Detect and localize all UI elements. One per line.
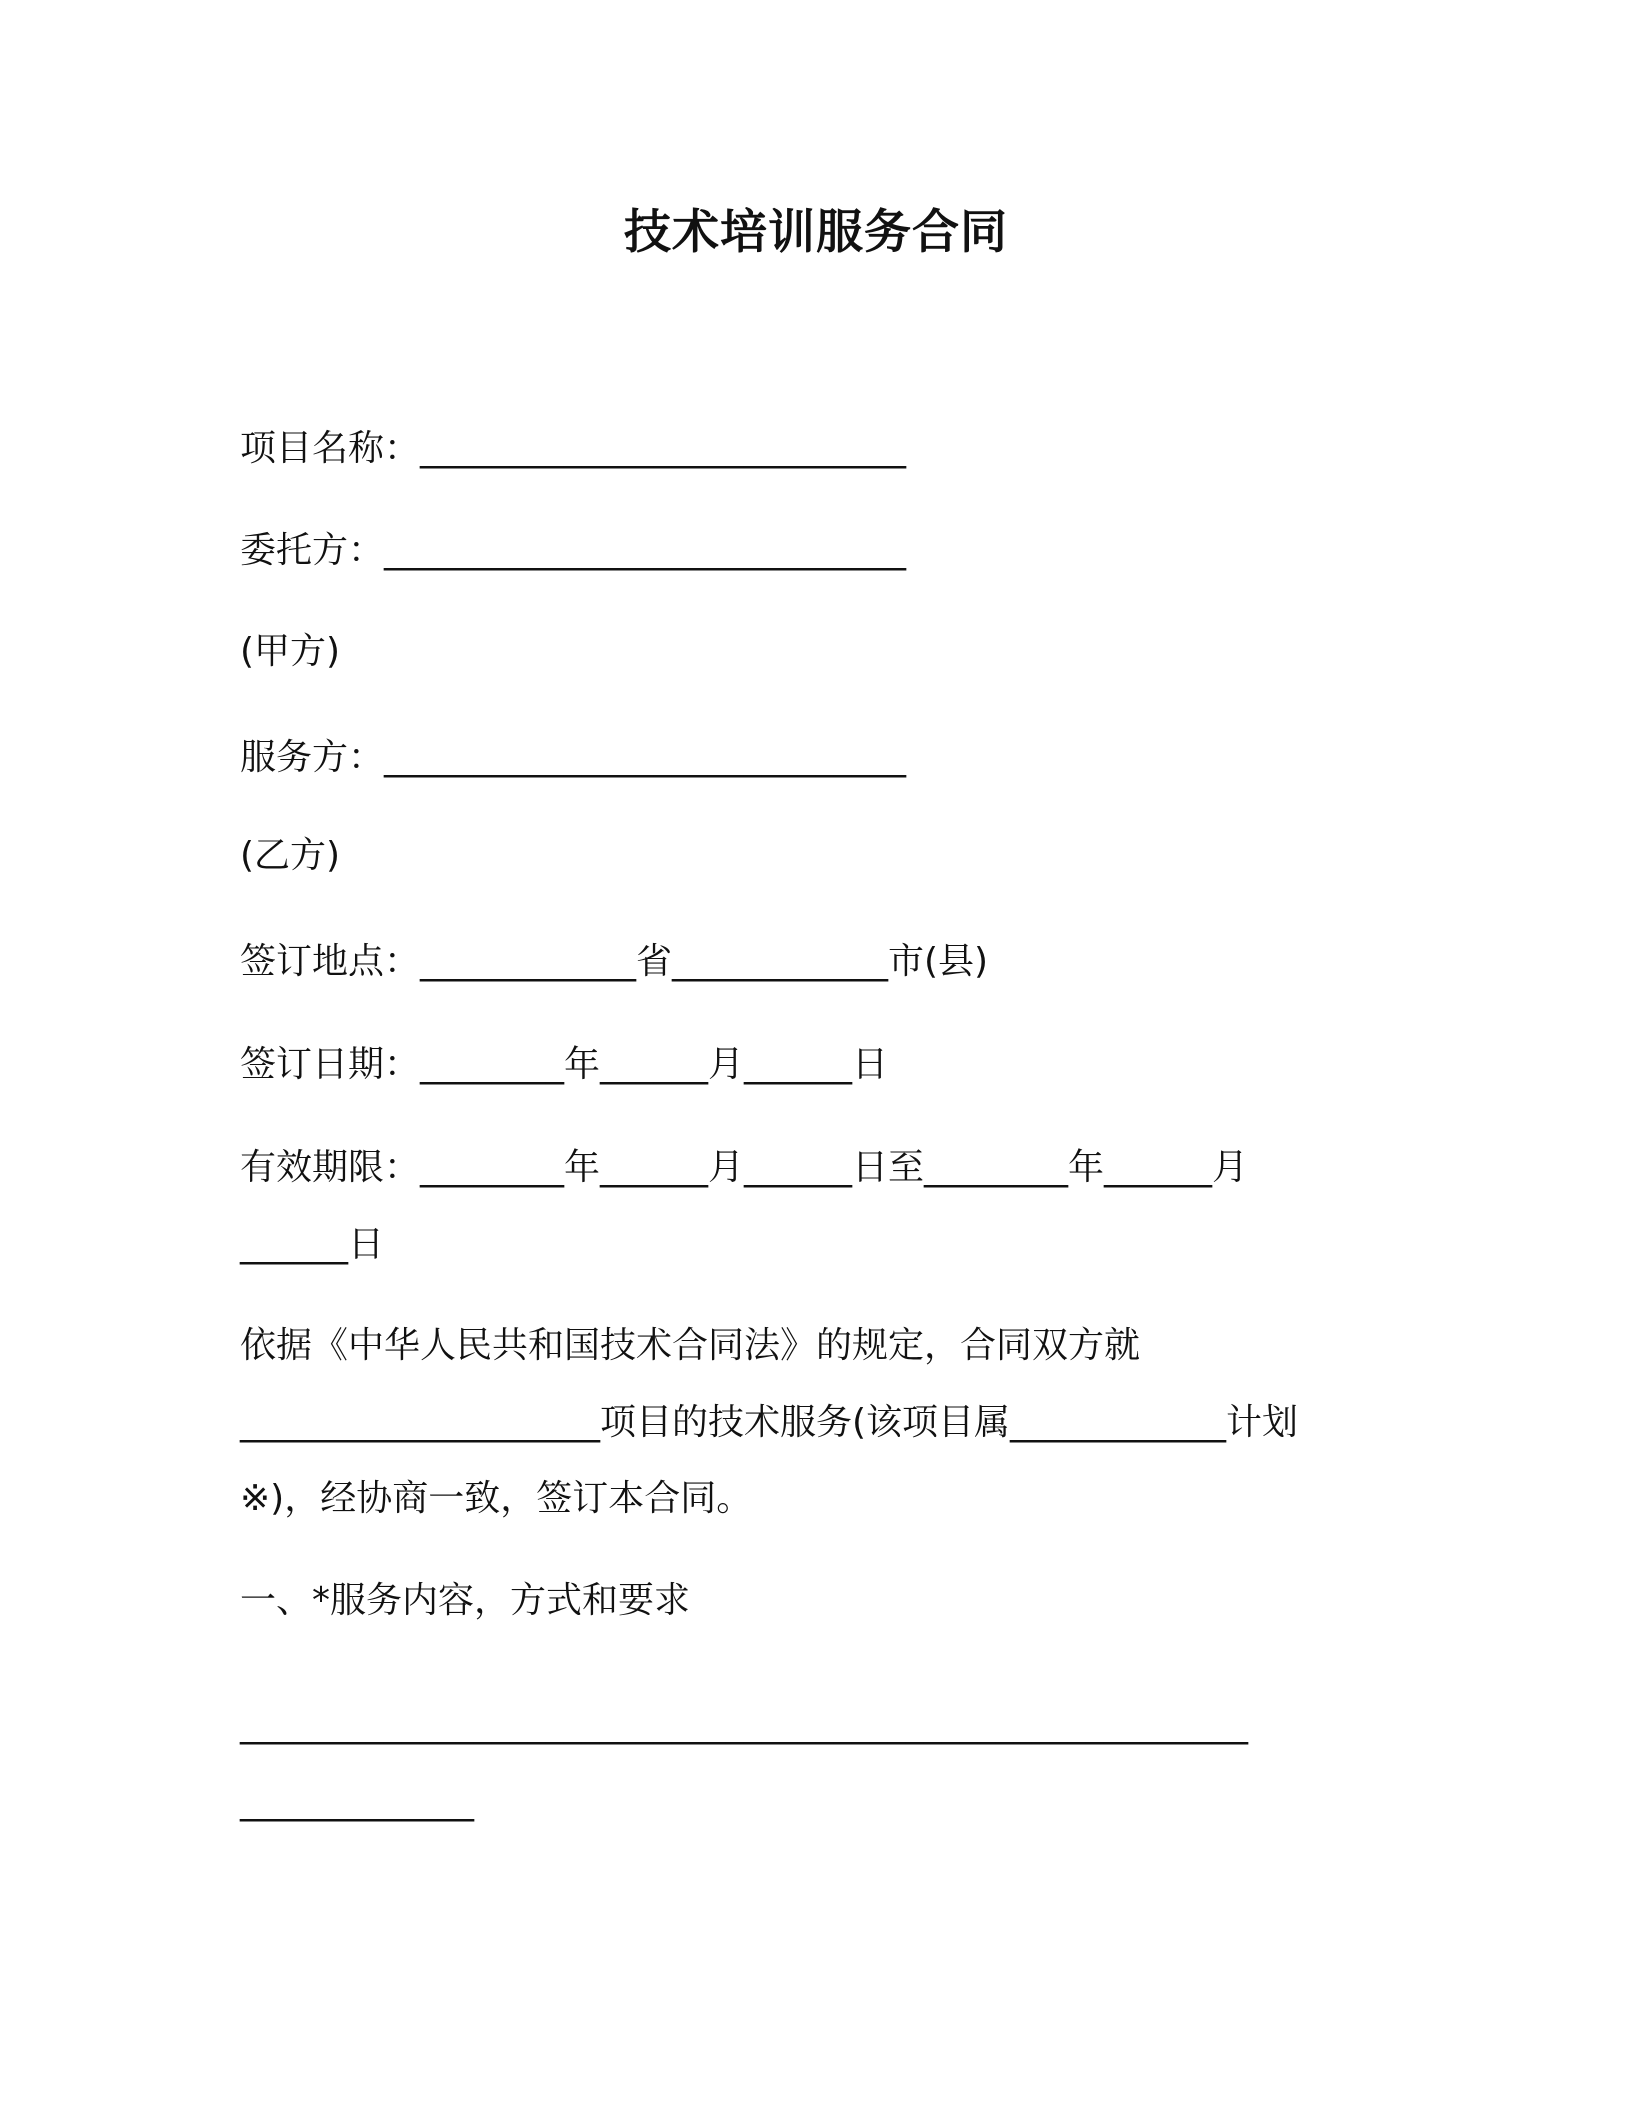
paragraph-basis-line-1: 依据《中华人民共和国技术合同法》的规定，合同双方就 bbox=[240, 1325, 1141, 1366]
section-heading-1: 一、*服务内容，方式和要求 bbox=[240, 1580, 691, 1621]
field-signing-date: 签订日期：________年______月______日 bbox=[240, 1044, 889, 1085]
field-signing-place: 签订地点：____________省____________市(县) bbox=[240, 941, 989, 982]
field-project-name: 项目名称：___________________________ bbox=[240, 428, 907, 469]
blank-line-2: _____________ bbox=[240, 1781, 474, 1822]
document-title: 技术培训服务合同 bbox=[624, 205, 1008, 260]
blank-line-1: ________________________________________________________ bbox=[240, 1704, 1248, 1745]
label-party-a: (甲方) bbox=[240, 631, 341, 672]
field-service-provider: 服务方：_____________________________ bbox=[240, 737, 907, 778]
field-client: 委托方：_____________________________ bbox=[240, 530, 907, 571]
paragraph-basis-line-3: ※)，经协商一致，签订本合同。 bbox=[240, 1478, 753, 1519]
paragraph-basis-line-2: ____________________项目的技术服务(该项目属____________计划 bbox=[240, 1402, 1299, 1443]
field-validity-period: 有效期限：________年______月______日至________年______月 bbox=[240, 1147, 1249, 1188]
label-party-b: (乙方) bbox=[240, 835, 341, 876]
field-validity-period-cont: ______日 bbox=[240, 1224, 385, 1265]
